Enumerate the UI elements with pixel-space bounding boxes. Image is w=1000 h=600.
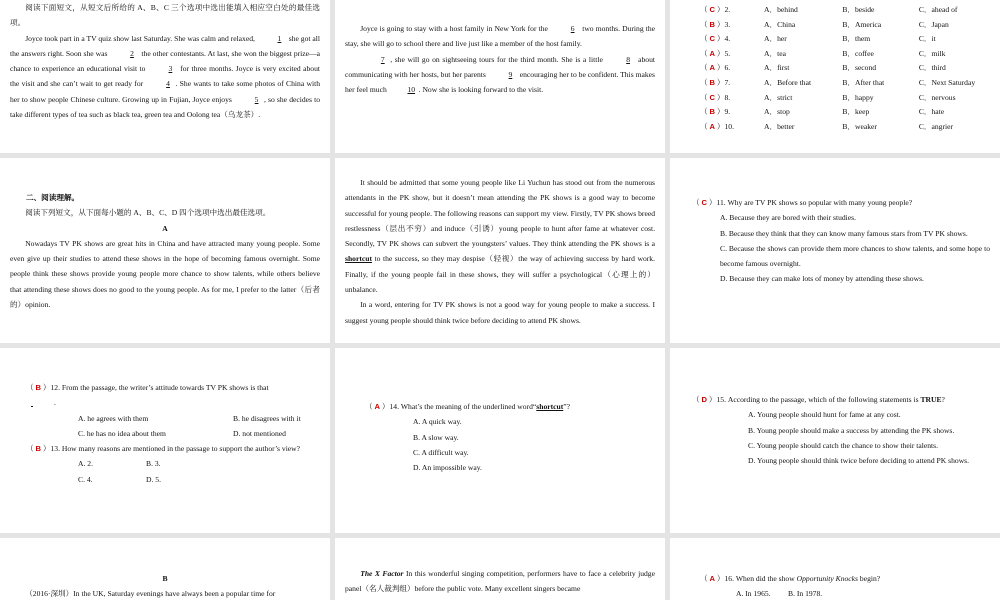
option-b: B. he disagrees with it — [233, 413, 301, 423]
blank-10: 10 — [407, 85, 416, 95]
option-c: C．hate — [918, 107, 945, 117]
question-number: 5. — [724, 48, 731, 58]
option-a: A．Before that — [764, 77, 812, 87]
blank-6: 6 — [570, 24, 575, 33]
option-b: B. Because they think that they can know many famous stars from TV PK shows. — [720, 228, 968, 238]
answer-list — [700, 3, 990, 134]
option-c: C．Japan — [918, 19, 949, 29]
question-15-panel — [670, 348, 1000, 533]
question-number: 8. — [724, 92, 731, 102]
answer-mark: D — [701, 395, 707, 404]
option-b: B．happy — [842, 92, 874, 102]
question-11-panel — [670, 158, 1000, 343]
answer-mark: B — [709, 77, 715, 87]
cloze-paragraph-1: Joyce took part in a TV quiz show last Saturday. She was calm and relaxed, 1 she got all the answers right. Soon she was 2 the other contestants. At last, she won the biggest prize—a chance to experience an educational visit to 3 for three months. Joyce is very excited about the visit and she can’t wait to get ready for 4 . She wants to take some photos of China with her to show people Chinese culture. Growing up in Fujian, Joyce enjoys 5 , so she decides to take different types of tea such as black tea, green tea and Oolong tea（乌龙茶）. — [10, 31, 320, 123]
option-c: C．Next Saturday — [918, 77, 976, 87]
blank-8: 8 — [626, 54, 630, 64]
passage-b-continued-panel — [335, 538, 665, 600]
option-c: C. 4. — [78, 474, 93, 484]
option-d: D. Because they can make lots of money by attending these shows. — [720, 274, 924, 284]
option-c: C．it — [918, 34, 936, 44]
option-a: A. Young people should hunt for fame at any cost. — [748, 410, 901, 420]
option-a: A. In 1965. — [736, 589, 771, 599]
question-number: 10. — [724, 121, 734, 131]
option-a: A. 2. — [78, 459, 93, 469]
option-a: A．tea — [764, 48, 786, 58]
option-b: B. In 1978. — [788, 589, 823, 599]
option-a: A．China — [764, 19, 796, 29]
answer-row: （ B ）9. A．stop B．keep C．hate — [700, 105, 990, 120]
option-c: C. Because the shows can provide them more chances to show talents, and some hope to become famous overnight. — [720, 243, 990, 269]
passage-a-paragraph-3: In a word, entering for TV PK shows is not a good way for young people to make a success. I suggest young people should think twice before deciding to attend PK shows. — [345, 300, 655, 325]
question-15: （ D ）15. According to the passage, which of the following statements is TRUE? — [692, 395, 945, 404]
answer-row: （ C ）4. A．her B．them C．it — [700, 32, 990, 47]
reading-instruction: 阅读下列短文，从下面每小题的 A、B、C、D 四个选项中选出最佳选项。 — [25, 208, 271, 218]
option-a: A．strict — [764, 92, 793, 102]
answer-mark: B — [709, 19, 715, 29]
answer-mark: A — [709, 574, 715, 583]
passage-b-paragraph-1: （2016·深圳）In the UK, Saturday evenings have always been a popular time for — [25, 589, 276, 599]
show-title: The X Factor — [360, 569, 404, 578]
questions-12-13-panel: （ B ）12. From the passage, the writer’s attitude towards TV PK shows is that . A. he agrees with them B. he disagrees with it C. he has no idea about them D. not mentioned （ B ）13. How many reasons are mentioned in the passage to support the author’s view? A. 2. B. 3. C. 4. D. 5. — [0, 348, 330, 533]
option-c: C．angrier — [918, 121, 953, 131]
option-c: C．ahead of — [918, 5, 958, 14]
answer-mark: A — [709, 121, 715, 131]
answer-row: （ B ）3. A．China B．America C．Japan — [700, 18, 990, 33]
answer-mark: A — [709, 63, 715, 73]
question-12: （ B ）12. From the passage, the writer’s attitude towards TV PK shows is that — [26, 383, 269, 392]
cloze-answers-panel — [670, 0, 1000, 153]
question-number: 4. — [724, 34, 731, 44]
answer-row: （ C ）8. A．strict B．happy C．nervous — [700, 91, 990, 106]
option-d: D. 5. — [146, 474, 161, 484]
option-a: A. Because they are bored with their studies. — [720, 213, 857, 223]
passage-a-continued-panel — [335, 158, 665, 343]
cloze-paragraph-2: Joyce is going to stay with a host family in New York for the 6 two months. During the stay, she will go to school there and live just like a member of the host family. — [345, 21, 655, 52]
option-c: C．nervous — [918, 92, 956, 102]
blank-9: 9 — [508, 69, 513, 79]
option-a: A．her — [764, 34, 787, 44]
option-b: B. Young people should make a success by attending the PK shows. — [748, 425, 955, 435]
answer-row: （ C ）2. A．behind B．beside C．ahead of — [700, 3, 990, 18]
answer-mark: A — [709, 48, 715, 58]
cloze-paragraph-3: 7 , she will go on sightseeing tours for the third month. She is a little 8 about communicating with her hosts, but her parents 9 encouraging her to be confident. This makes her feel much 10 . Now she is looking forward to the visit. — [345, 52, 655, 98]
answer-mark: B — [709, 107, 715, 117]
option-b: B．weaker — [842, 121, 877, 131]
blank-3: 3 — [168, 64, 173, 74]
option-a: A. A quick way. — [413, 417, 462, 427]
passage-b-paragraph-2: The X Factor In this wonderful singing competition, performers have to face a celebrity judge panel（名人裁判组）before the public vote. Many excellent singers became — [345, 569, 655, 594]
question-11: （ C ）11. Why are TV PK shows so popular with many young people? — [692, 198, 913, 207]
answer-row: （ A ）10. A．better B．weaker C．angrier — [700, 120, 990, 135]
question-number: 6. — [724, 63, 731, 73]
question-number: 2. — [724, 5, 731, 14]
option-b: B．After that — [842, 77, 885, 87]
answer-mark: C — [701, 198, 707, 207]
option-a: A．behind — [764, 5, 798, 14]
option-b: B．coffee — [842, 48, 874, 58]
question-14-panel — [335, 348, 665, 533]
option-b: B．America — [842, 19, 882, 29]
answer-row: （ B ）7. A．Before that B．After that C．Next Saturday — [700, 76, 990, 91]
section-heading: 二、阅读理解。 — [26, 193, 80, 202]
reading-intro-panel — [0, 158, 330, 343]
blank-line — [10, 395, 54, 410]
question-number: 3. — [724, 19, 731, 29]
option-a: A．stop — [764, 107, 790, 117]
option-a: A. he agrees with them — [78, 413, 149, 423]
underlined-word: shortcut — [345, 254, 372, 264]
option-c: C．third — [918, 63, 946, 73]
option-d: D. Young people should think twice before deciding to attend PK shows. — [748, 456, 970, 466]
option-b: B．second — [842, 63, 877, 73]
emphasis-word: TRUE — [920, 395, 942, 404]
answer-mark: C — [709, 92, 715, 102]
option-b: B. 3. — [146, 459, 161, 469]
passage-b-panel — [0, 538, 330, 600]
answer-row: （ A ）6. A．first B．second C．third — [700, 61, 990, 76]
question-14: （ A ）14. What’s the meaning of the underlined word“shortcut”? — [365, 402, 571, 411]
passage-a-paragraph-2: It should be admitted that some young people like Li Yuchun has stood out from the numerous attendants in the PK show, but it doesn’t mean attending the PK shows is a good way to become successful for young people. The following reasons can support my view. Firstly, TV PK shows breed restlessness（层出不穷）and induce（引诱）young people to hunt after fame at whatever cost. Secondly, TV PK shows can subvert the youngsters’ values. They think attending the PK shows is a shortcut to the success, so they may despise（轻视）the way of achieving success by hard work. Finally, if the young people fail in these shows, they will suffer a psychological（心理上的）unbalance. — [345, 178, 655, 295]
option-c: C. Young people should catch the chance to show their talents. — [748, 440, 939, 450]
option-b: B．keep — [842, 107, 870, 117]
question-number: 9. — [724, 107, 731, 117]
blank-2: 2 — [130, 48, 134, 58]
passage-a-paragraph-1: Nowadays TV PK shows are great hits in China and have attracted many young people. Some even give up their studies to attend these shows in the hope of becoming famous overnight. Some people think these shows provide young people more chance to show talents, while others believe that attending these shows does no good to the young people. As for me, I prefer to the latter（后者的）opinion. — [10, 238, 320, 310]
option-a: A．better — [764, 121, 795, 131]
answer-mark: C — [709, 5, 715, 14]
option-b: B．them — [842, 34, 871, 44]
question-16-panel — [670, 538, 1000, 600]
option-d: D. An impossible way. — [413, 463, 482, 473]
show-title: Opportunity Knocks — [796, 574, 859, 583]
answer-row: （ A ）5. A．tea B．coffee C．milk — [700, 47, 990, 62]
answer-mark: B — [35, 444, 41, 454]
cloze-passage-panel-1 — [0, 0, 330, 153]
cloze-passage-panel-2 — [335, 0, 665, 153]
blank-4: 4 — [166, 79, 170, 89]
option-a: A．first — [764, 63, 790, 73]
option-b: B．beside — [842, 5, 875, 14]
option-b: B. A slow way. — [413, 432, 459, 442]
question-number: 7. — [724, 77, 731, 87]
blank-5: 5 — [254, 94, 259, 104]
question-16: （ A ）16. When did the show Opportunity Knocks begin? — [700, 574, 881, 583]
cloze-instruction: 阅读下面短文，从短文后所给的 A、B、C 三个选项中选出能填入相应空白处的最佳选项。 — [10, 3, 320, 28]
question-13: （ B ）13. How many reasons are mentioned in the passage to support the author’s view? — [26, 444, 301, 454]
answer-mark: C — [709, 34, 715, 44]
blank-7: 7 — [380, 54, 385, 64]
option-c: C. he has no idea about them — [78, 428, 166, 438]
answer-mark: A — [374, 402, 380, 411]
answer-mark: B — [35, 383, 41, 392]
blank-1: 1 — [277, 33, 282, 43]
option-c: C. A difficult way. — [413, 447, 469, 457]
passage-label-b: B — [162, 574, 168, 583]
passage-label-a: A — [162, 223, 168, 233]
option-c: C．milk — [918, 48, 946, 58]
underlined-word: shortcut — [536, 402, 564, 411]
option-d: D. not mentioned — [233, 428, 286, 438]
